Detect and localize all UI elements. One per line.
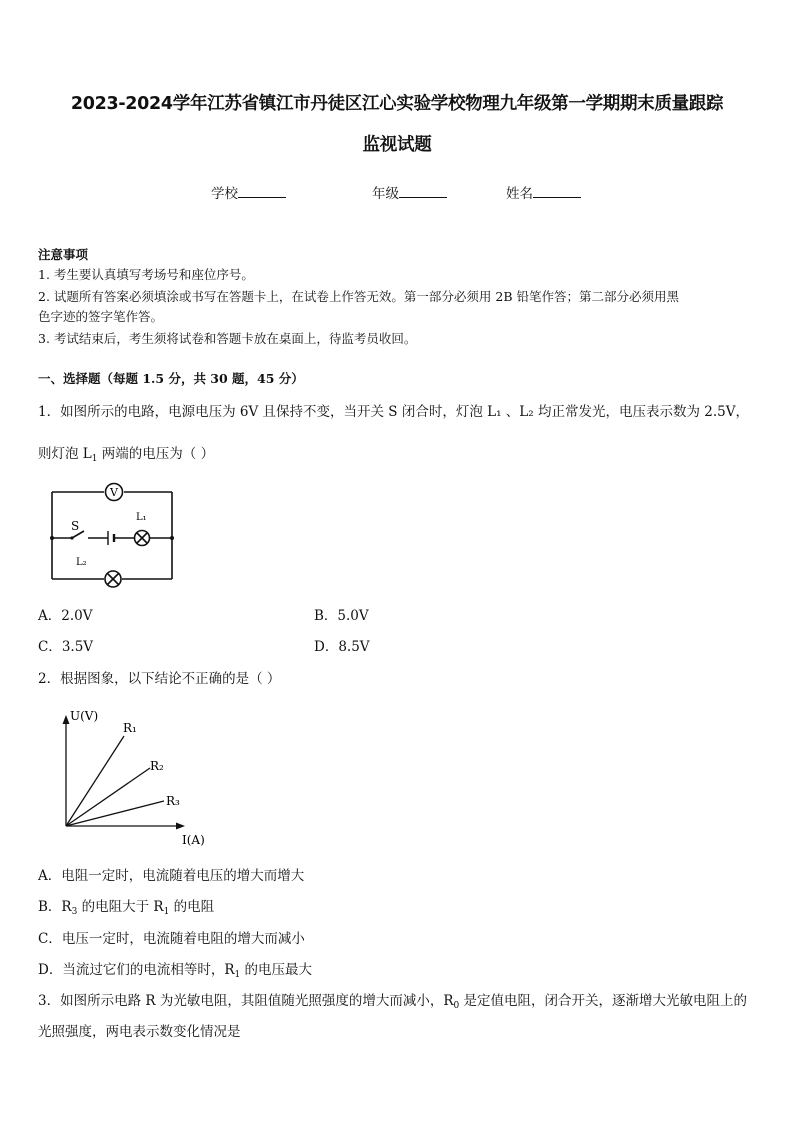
line-r2 [66, 768, 150, 826]
x-axis-label: I(A) [182, 833, 205, 847]
q2-b-subscript: 3 [71, 907, 78, 917]
q1-text: 两端的电压为（ ） [97, 446, 215, 462]
q1-option-d[interactable]: D．8.5V [314, 639, 370, 655]
q2-stem: 2．根据图象，以下结论不正确的是（ ） [38, 671, 281, 687]
q2-uv-graph [50, 706, 210, 850]
switch-label: S [71, 519, 80, 533]
note-item: 色字迹的签字笔作答。 [38, 309, 164, 324]
lamp2-label: L₂ [76, 557, 87, 568]
x-axis-arrow [176, 823, 185, 830]
q3-stem-line2: 光照强度，两电表示数变化情况是 [38, 1024, 241, 1040]
note-item: 3. 考试结束后，考生须将试卷和答题卡放在桌面上，待监考员收回。 [38, 331, 417, 346]
line-r1 [66, 736, 124, 826]
q3-text: 是定值电阻，闭合开关，逐渐增大光敏电阻上的 [459, 993, 748, 1009]
notes-heading: 注意事项 [38, 247, 89, 262]
q2-b-text: 的电阻 [169, 899, 215, 915]
q1-circuit-diagram [38, 478, 183, 590]
q2-option-b[interactable] [38, 895, 214, 917]
q3-text: 3．如图所示电路 R 为光敏电阻，其阻值随光照强度的增大而减小，R [38, 993, 454, 1009]
q3-subscript: 0 [453, 1001, 460, 1011]
q2-b-text: 的电阻大于 R [77, 899, 164, 915]
grade-label: 年级 [372, 186, 399, 202]
section-heading: 一、选择题（每题 1.5 分，共 30 题，45 分） [38, 371, 304, 386]
r3-label: R₃ [166, 794, 180, 808]
grade-blank [399, 185, 447, 198]
school-label: 学校 [211, 186, 238, 202]
q2-b-text: B．R [38, 899, 72, 915]
q1-option-c[interactable]: C．3.5V [38, 639, 94, 655]
junction-dot [50, 536, 54, 540]
name-field [506, 182, 581, 202]
switch-pivot [70, 536, 73, 539]
name-blank [533, 185, 581, 198]
grade-field [372, 182, 447, 202]
q2-d-text: D．当流过它们的电流相等时，R [38, 962, 235, 978]
q1-option-a[interactable]: A．2.0V [38, 608, 93, 624]
voltmeter-label: V [110, 486, 118, 499]
q3-stem-line1 [38, 989, 747, 1011]
r1-label: R₁ [123, 721, 137, 735]
q2-option-c[interactable]: C．电压一定时，电流随着电阻的增大而减小 [38, 931, 305, 947]
note-item: 2. 试题所有答案必须填涂或书写在答题卡上，在试卷上作答无效。第一部分必须用 2B 铅笔作答；第二部分必须用黑 [38, 289, 679, 304]
q1-stem-line1: 1．如图所示的电路，电源电压为 6V 且保持不变，当开关 S 闭合时，灯泡 L₁ 、L₂ 均正常发光，电压表示数为 2.5V， [38, 404, 749, 420]
note-item: 1. 考生要认真填写考场号和座位序号。 [38, 267, 254, 282]
q2-b-subscript: 1 [163, 907, 170, 917]
school-blank [238, 185, 286, 198]
y-axis-arrow [63, 715, 70, 724]
exam-title-line1: 2023-2024学年江苏省镇江市丹徒区江心实验学校物理九年级第一学期期末质量跟踪 [70, 94, 724, 114]
name-label: 姓名 [506, 186, 533, 202]
q1-stem-line2 [38, 442, 214, 464]
q1-option-b[interactable]: B．5.0V [314, 608, 369, 624]
q2-option-d[interactable] [38, 958, 312, 980]
r2-label: R₂ [150, 759, 164, 773]
line-r3 [66, 801, 164, 826]
q2-d-subscript: 1 [234, 970, 241, 980]
y-axis-label: U(V) [70, 709, 99, 723]
q2-d-text: 的电压最大 [240, 962, 313, 978]
q1-subscript: 1 [91, 454, 98, 464]
school-field [211, 182, 286, 202]
lamp1-label: L₁ [136, 512, 147, 523]
q1-text: 则灯泡 L [38, 446, 92, 462]
exam-title-line2: 监视试题 [362, 135, 432, 155]
q2-option-a[interactable]: A．电阻一定时，电流随着电压的增大而增大 [38, 868, 305, 884]
junction-dot [170, 536, 174, 540]
